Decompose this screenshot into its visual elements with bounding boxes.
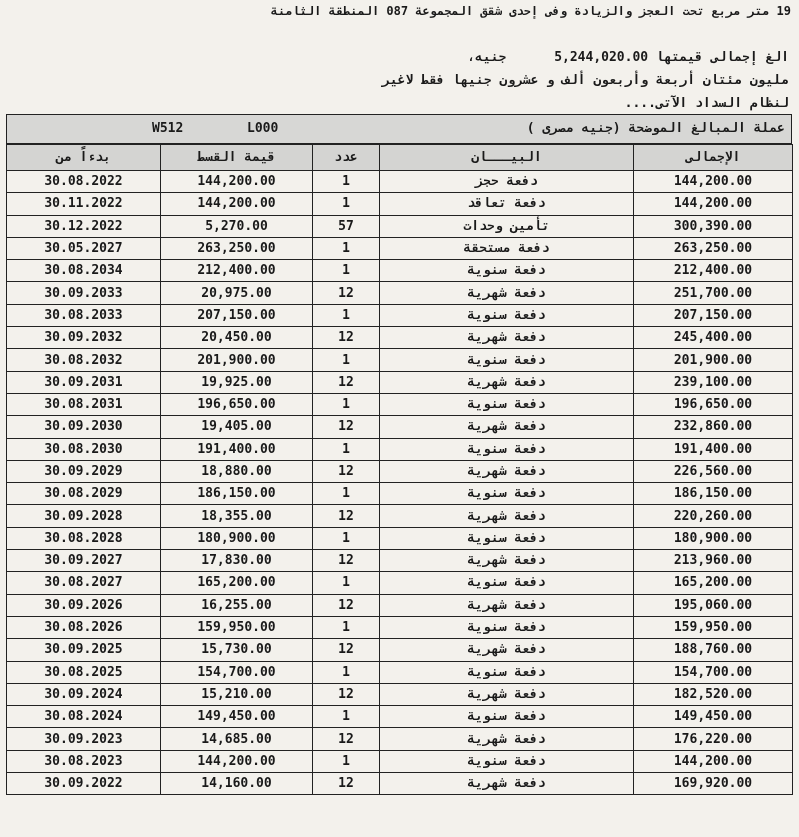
cell-start: 30.08.2034	[7, 260, 161, 282]
table-row	[7, 349, 793, 371]
table-row	[7, 327, 793, 349]
cell-installment: 212,400.00	[161, 260, 313, 282]
cell-count: 1	[313, 304, 380, 326]
cell-total: 169,920.00	[634, 773, 793, 795]
cell-count: 1	[313, 483, 380, 505]
cell-installment: 15,210.00	[161, 683, 313, 705]
cell-statement: دفعة شهرية	[380, 773, 634, 795]
cell-statement: دفعة مستحقة	[380, 237, 634, 259]
cell-total: 195,060.00	[634, 594, 793, 616]
cell-start: 30.09.2024	[7, 683, 161, 705]
cell-statement: دفعة شهرية	[380, 327, 634, 349]
table-row	[7, 594, 793, 616]
cell-start: 30.09.2032	[7, 327, 161, 349]
cell-total: 207,150.00	[634, 304, 793, 326]
cell-installment: 180,900.00	[161, 527, 313, 549]
cell-installment: 165,200.00	[161, 572, 313, 594]
cell-installment: 191,400.00	[161, 438, 313, 460]
table-row	[7, 460, 793, 482]
cell-installment: 144,200.00	[161, 193, 313, 215]
cell-count: 1	[313, 572, 380, 594]
cell-count: 12	[313, 773, 380, 795]
table-row	[7, 304, 793, 326]
cell-start: 30.09.2023	[7, 728, 161, 750]
cell-total: 232,860.00	[634, 416, 793, 438]
cell-statement: دفعة سنوية	[380, 483, 634, 505]
total-amount: 5,244,020.00	[554, 50, 649, 65]
cell-count: 12	[313, 416, 380, 438]
cell-start: 30.08.2033	[7, 304, 161, 326]
cell-count: 1	[313, 193, 380, 215]
table-row	[7, 282, 793, 304]
cell-start: 30.08.2029	[7, 483, 161, 505]
cell-total: 176,220.00	[634, 728, 793, 750]
cell-installment: 196,650.00	[161, 393, 313, 415]
cell-start: 30.09.2028	[7, 505, 161, 527]
cell-statement: دفعة شهرية	[380, 505, 634, 527]
cell-count: 1	[313, 750, 380, 772]
table-row	[7, 215, 793, 237]
cell-statement: دفعة شهرية	[380, 460, 634, 482]
header-total: الإجمالى	[634, 145, 793, 171]
cell-count: 1	[313, 527, 380, 549]
table-row	[7, 661, 793, 683]
table-header-row	[7, 145, 793, 171]
cell-start: 30.09.2033	[7, 282, 161, 304]
cell-count: 12	[313, 639, 380, 661]
header-line-payment-system: لنظام السداد الآتى....	[624, 96, 789, 111]
cell-start: 30.08.2025	[7, 661, 161, 683]
cell-installment: 19,405.00	[161, 416, 313, 438]
cell-count: 1	[313, 237, 380, 259]
cell-count: 12	[313, 683, 380, 705]
header-start: بدءاً من	[7, 145, 161, 171]
cell-start: 30.09.2025	[7, 639, 161, 661]
payment-schedule-table	[6, 144, 793, 795]
cell-installment: 16,255.00	[161, 594, 313, 616]
cell-start: 30.08.2030	[7, 438, 161, 460]
cell-count: 1	[313, 393, 380, 415]
table-row	[7, 706, 793, 728]
cell-statement: دفعة سنوية	[380, 304, 634, 326]
table-row	[7, 171, 793, 193]
cell-start: 30.08.2028	[7, 527, 161, 549]
cell-statement: دفعة سنوية	[380, 527, 634, 549]
cell-total: 182,520.00	[634, 683, 793, 705]
header-statement: البيـــان	[380, 145, 634, 171]
cell-statement: دفعة سنوية	[380, 661, 634, 683]
currency-label: عملة المبالغ الموضحة (جنيه مصرى )	[526, 121, 785, 136]
cell-statement: دفعة شهرية	[380, 550, 634, 572]
table-row	[7, 438, 793, 460]
cell-start: 30.09.2031	[7, 371, 161, 393]
cell-start: 30.09.2027	[7, 550, 161, 572]
table-row	[7, 683, 793, 705]
table-row	[7, 572, 793, 594]
table-row	[7, 773, 793, 795]
cell-installment: 144,200.00	[161, 171, 313, 193]
cell-total: 159,950.00	[634, 616, 793, 638]
header-line-words: مليون مئتان أربعة وأربعون ألف و عشرون جنيها فقط لاغير	[382, 73, 789, 88]
cell-start: 30.08.2023	[7, 750, 161, 772]
cell-statement: دفعة شهرية	[380, 728, 634, 750]
cell-statement: دفعة سنوية	[380, 349, 634, 371]
cell-count: 12	[313, 728, 380, 750]
cell-statement: دفعة شهرية	[380, 683, 634, 705]
cell-total: 144,200.00	[634, 193, 793, 215]
table-row	[7, 550, 793, 572]
cell-count: 12	[313, 327, 380, 349]
cell-total: 149,450.00	[634, 706, 793, 728]
cell-count: 12	[313, 371, 380, 393]
cell-start: 30.09.2026	[7, 594, 161, 616]
cell-total: 180,900.00	[634, 527, 793, 549]
cell-total: 212,400.00	[634, 260, 793, 282]
cell-count: 12	[313, 550, 380, 572]
cell-installment: 186,150.00	[161, 483, 313, 505]
cell-statement: دفعة شهرية	[380, 371, 634, 393]
table-row	[7, 393, 793, 415]
cell-total: 226,560.00	[634, 460, 793, 482]
cell-statement: دفعة سنوية	[380, 438, 634, 460]
cell-statement: دفعة سنوية	[380, 393, 634, 415]
cell-installment: 17,830.00	[161, 550, 313, 572]
cell-total: 154,700.00	[634, 661, 793, 683]
cell-count: 1	[313, 661, 380, 683]
cell-installment: 201,900.00	[161, 349, 313, 371]
cell-start: 30.11.2022	[7, 193, 161, 215]
cell-start: 30.08.2024	[7, 706, 161, 728]
table-row	[7, 527, 793, 549]
cell-total: 251,700.00	[634, 282, 793, 304]
cell-statement: دفعة سنوية	[380, 616, 634, 638]
cell-total: 213,960.00	[634, 550, 793, 572]
cell-installment: 15,730.00	[161, 639, 313, 661]
code-l000: L000	[247, 121, 279, 136]
cell-total: 263,250.00	[634, 237, 793, 259]
header-count: عدد	[313, 145, 380, 171]
table-row	[7, 483, 793, 505]
cell-start: 30.08.2022	[7, 171, 161, 193]
cell-count: 12	[313, 460, 380, 482]
cell-total: 191,400.00	[634, 438, 793, 460]
cell-count: 1	[313, 438, 380, 460]
cell-installment: 18,880.00	[161, 460, 313, 482]
cell-start: 30.09.2030	[7, 416, 161, 438]
cell-statement: دفعة شهرية	[380, 594, 634, 616]
cell-count: 1	[313, 706, 380, 728]
cell-total: 245,400.00	[634, 327, 793, 349]
cell-installment: 20,450.00	[161, 327, 313, 349]
cell-statement: دفعة شهرية	[380, 639, 634, 661]
table-row	[7, 728, 793, 750]
cell-installment: 20,975.00	[161, 282, 313, 304]
table-row	[7, 260, 793, 282]
currency-bar	[6, 114, 792, 144]
cell-installment: 18,355.00	[161, 505, 313, 527]
table-row	[7, 505, 793, 527]
header-line-area: 19 متر مربع تحت العجز والزيادة وفى إحدى شقق المجموعة 087 المنطقة الثامنة	[270, 4, 791, 18]
cell-count: 12	[313, 594, 380, 616]
cell-total: 144,200.00	[634, 750, 793, 772]
cell-installment: 14,685.00	[161, 728, 313, 750]
cell-total: 144,200.00	[634, 171, 793, 193]
cell-statement: تأمين وحدات	[380, 215, 634, 237]
cell-statement: دفعة حجز	[380, 171, 634, 193]
cell-total: 196,650.00	[634, 393, 793, 415]
table-row	[7, 750, 793, 772]
cell-start: 30.12.2022	[7, 215, 161, 237]
cell-count: 1	[313, 260, 380, 282]
table-row	[7, 639, 793, 661]
cell-count: 57	[313, 215, 380, 237]
cell-start: 30.05.2027	[7, 237, 161, 259]
cell-total: 188,760.00	[634, 639, 793, 661]
cell-installment: 149,450.00	[161, 706, 313, 728]
cell-total: 300,390.00	[634, 215, 793, 237]
cell-start: 30.08.2026	[7, 616, 161, 638]
cell-statement: دفعة شهرية	[380, 416, 634, 438]
cell-installment: 5,270.00	[161, 215, 313, 237]
cell-installment: 207,150.00	[161, 304, 313, 326]
cell-total: 165,200.00	[634, 572, 793, 594]
cell-count: 12	[313, 282, 380, 304]
cell-start: 30.08.2027	[7, 572, 161, 594]
cell-statement: دفعة تعاقد	[380, 193, 634, 215]
cell-start: 30.09.2022	[7, 773, 161, 795]
header-installment: قيمة القسط	[161, 145, 313, 171]
cell-count: 1	[313, 616, 380, 638]
cell-start: 30.08.2031	[7, 393, 161, 415]
cell-start: 30.08.2032	[7, 349, 161, 371]
cell-statement: دفعة شهرية	[380, 282, 634, 304]
cell-count: 12	[313, 505, 380, 527]
cell-total: 186,150.00	[634, 483, 793, 505]
cell-total: 220,260.00	[634, 505, 793, 527]
cell-total: 239,100.00	[634, 371, 793, 393]
table-row	[7, 193, 793, 215]
cell-start: 30.09.2029	[7, 460, 161, 482]
cell-installment: 263,250.00	[161, 237, 313, 259]
cell-installment: 14,160.00	[161, 773, 313, 795]
code-w512: W512	[152, 121, 184, 136]
table-row	[7, 237, 793, 259]
table-row	[7, 371, 793, 393]
cell-count: 1	[313, 171, 380, 193]
total-label: الغ إجمالى قيمتها	[655, 50, 789, 65]
cell-installment: 154,700.00	[161, 661, 313, 683]
cell-installment: 159,950.00	[161, 616, 313, 638]
total-unit: جنيه،	[467, 50, 507, 65]
cell-statement: دفعة سنوية	[380, 750, 634, 772]
cell-statement: دفعة سنوية	[380, 572, 634, 594]
cell-statement: دفعة سنوية	[380, 706, 634, 728]
header-line-total	[467, 50, 789, 65]
table-row	[7, 616, 793, 638]
cell-statement: دفعة سنوية	[380, 260, 634, 282]
cell-count: 1	[313, 349, 380, 371]
table-row	[7, 416, 793, 438]
cell-installment: 19,925.00	[161, 371, 313, 393]
cell-installment: 144,200.00	[161, 750, 313, 772]
cell-total: 201,900.00	[634, 349, 793, 371]
